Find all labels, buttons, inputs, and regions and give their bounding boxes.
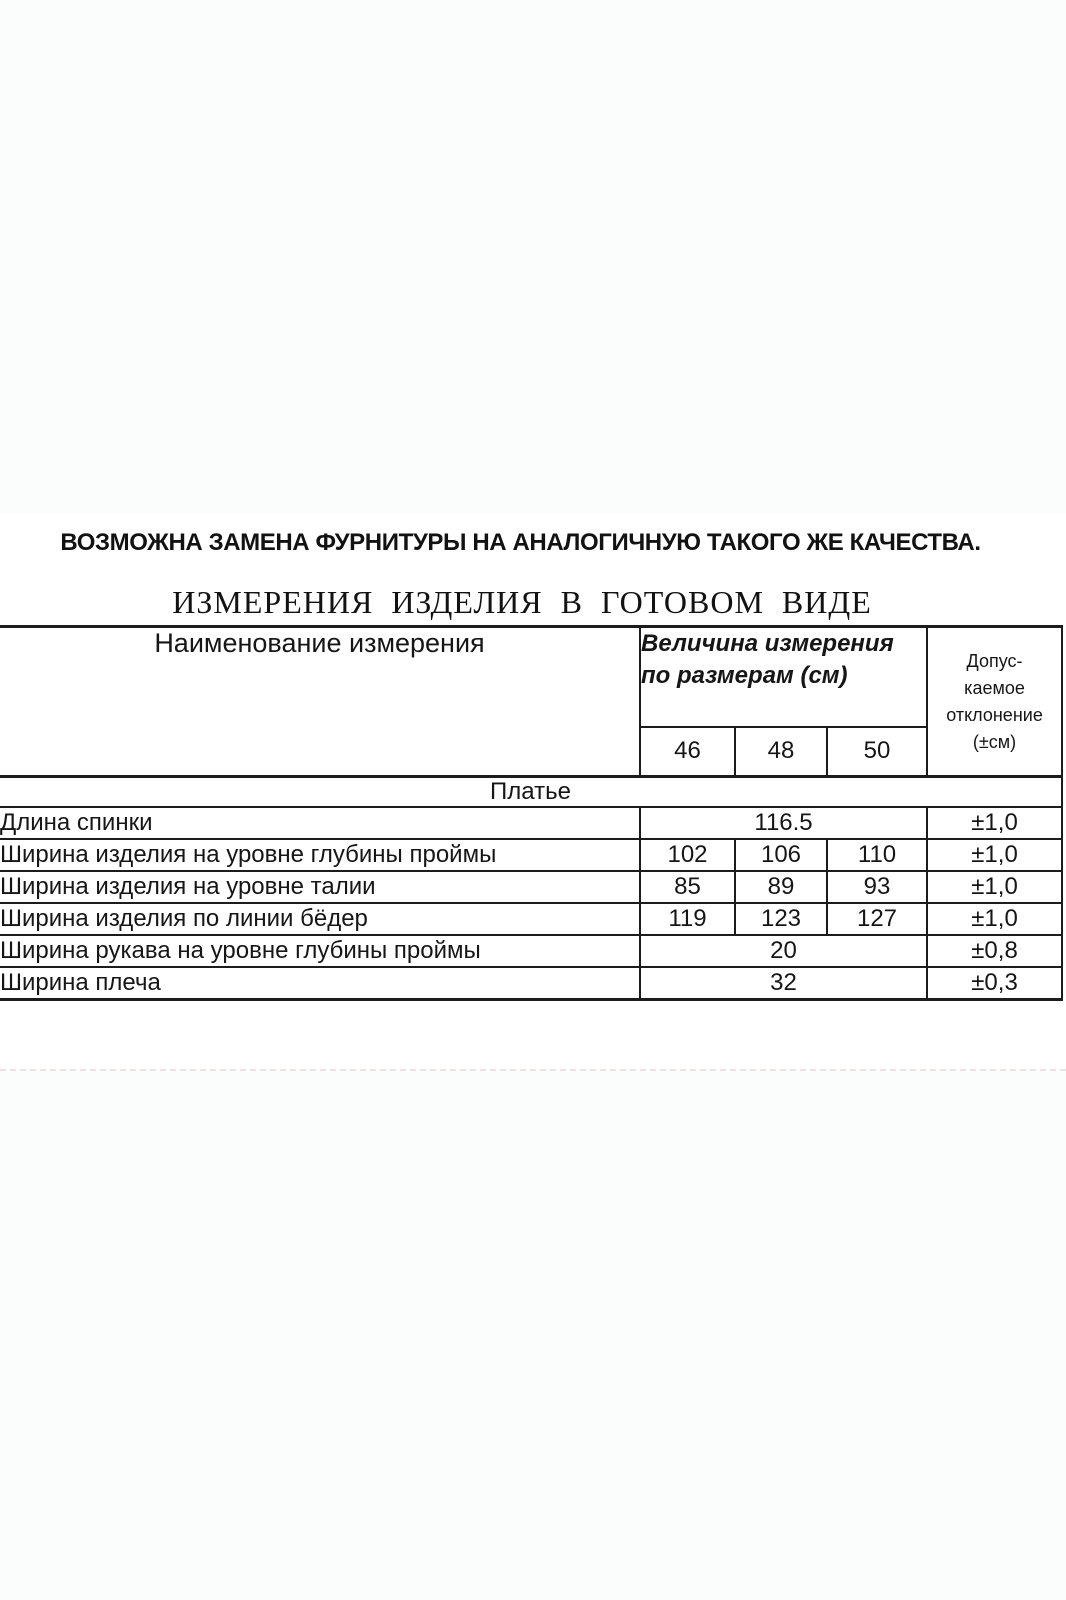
measurement-row: [0, 935, 1062, 967]
section-row: [0, 777, 1062, 808]
name-column-header: Наименование измерения: [0, 627, 640, 777]
measurement-label: Ширина рукава на уровне глубины проймы: [0, 935, 640, 967]
tolerance-value: ±0,3: [927, 967, 1062, 999]
measurement-row: [0, 871, 1062, 903]
measurement-row: [0, 967, 1062, 999]
measurement-row: [0, 807, 1062, 839]
tolerance-value: ±1,0: [927, 839, 1062, 871]
measurement-label: Длина спинки: [0, 807, 640, 839]
section-header: Платье: [0, 777, 1062, 808]
measurement-value-50: 93: [827, 871, 927, 903]
tolerance-value: ±1,0: [927, 871, 1062, 903]
tolerance-value: ±1,0: [927, 807, 1062, 839]
measurement-value-merged: 116.5: [640, 807, 927, 839]
tolerance-header-line: каемое: [964, 677, 1025, 698]
page-margin-bottom: [0, 1069, 1066, 1600]
measurement-value-50: 127: [827, 903, 927, 935]
measurement-value-50: 110: [827, 839, 927, 871]
page-margin-top: [0, 0, 1066, 513]
measurement-value-merged: 20: [640, 935, 927, 967]
size-header-48: 48: [735, 727, 827, 777]
measurement-value-merged: 32: [640, 967, 927, 999]
tolerance-header-line: Допус-: [966, 650, 1023, 671]
tolerance-value: ±1,0: [927, 903, 1062, 935]
measurement-row: [0, 903, 1062, 935]
measurement-label: Ширина изделия на уровне талии: [0, 871, 640, 903]
tolerance-header-line: (±см): [972, 731, 1017, 752]
measurements-table-title: ИЗМЕРЕНИЯ ИЗДЕЛИЯ В ГОТОВОМ ВИДЕ: [172, 584, 872, 620]
measurements-table: [0, 625, 1063, 1001]
fittings-notice: ВОЗМОЖНА ЗАМЕНА ФУРНИТУРЫ НА АНАЛОГИЧНУЮ ТАКОГО ЖЕ КАЧЕСТВА.: [60, 529, 981, 556]
tolerance-value: ±0,8: [927, 935, 1062, 967]
measurement-value-46: 119: [640, 903, 735, 935]
measurement-label: Ширина изделия на уровне глубины проймы: [0, 839, 640, 871]
table-header-row: [0, 627, 1062, 727]
size-header-50: 50: [827, 727, 927, 777]
measurement-value-46: 102: [640, 839, 735, 871]
value-column-header: Величина измерения по размерам (см): [640, 627, 927, 727]
measurement-label: Ширина изделия по линии бёдер: [0, 903, 640, 935]
measurement-value-48: 106: [735, 839, 827, 871]
measurement-value-48: 123: [735, 903, 827, 935]
tolerance-header-line: отклонение: [946, 704, 1043, 725]
size-header-46: 46: [640, 727, 735, 777]
tolerance-column-header: [927, 627, 1062, 777]
measurement-value-46: 85: [640, 871, 735, 903]
measurement-value-48: 89: [735, 871, 827, 903]
measurement-label: Ширина плеча: [0, 967, 640, 999]
measurement-row: [0, 839, 1062, 871]
